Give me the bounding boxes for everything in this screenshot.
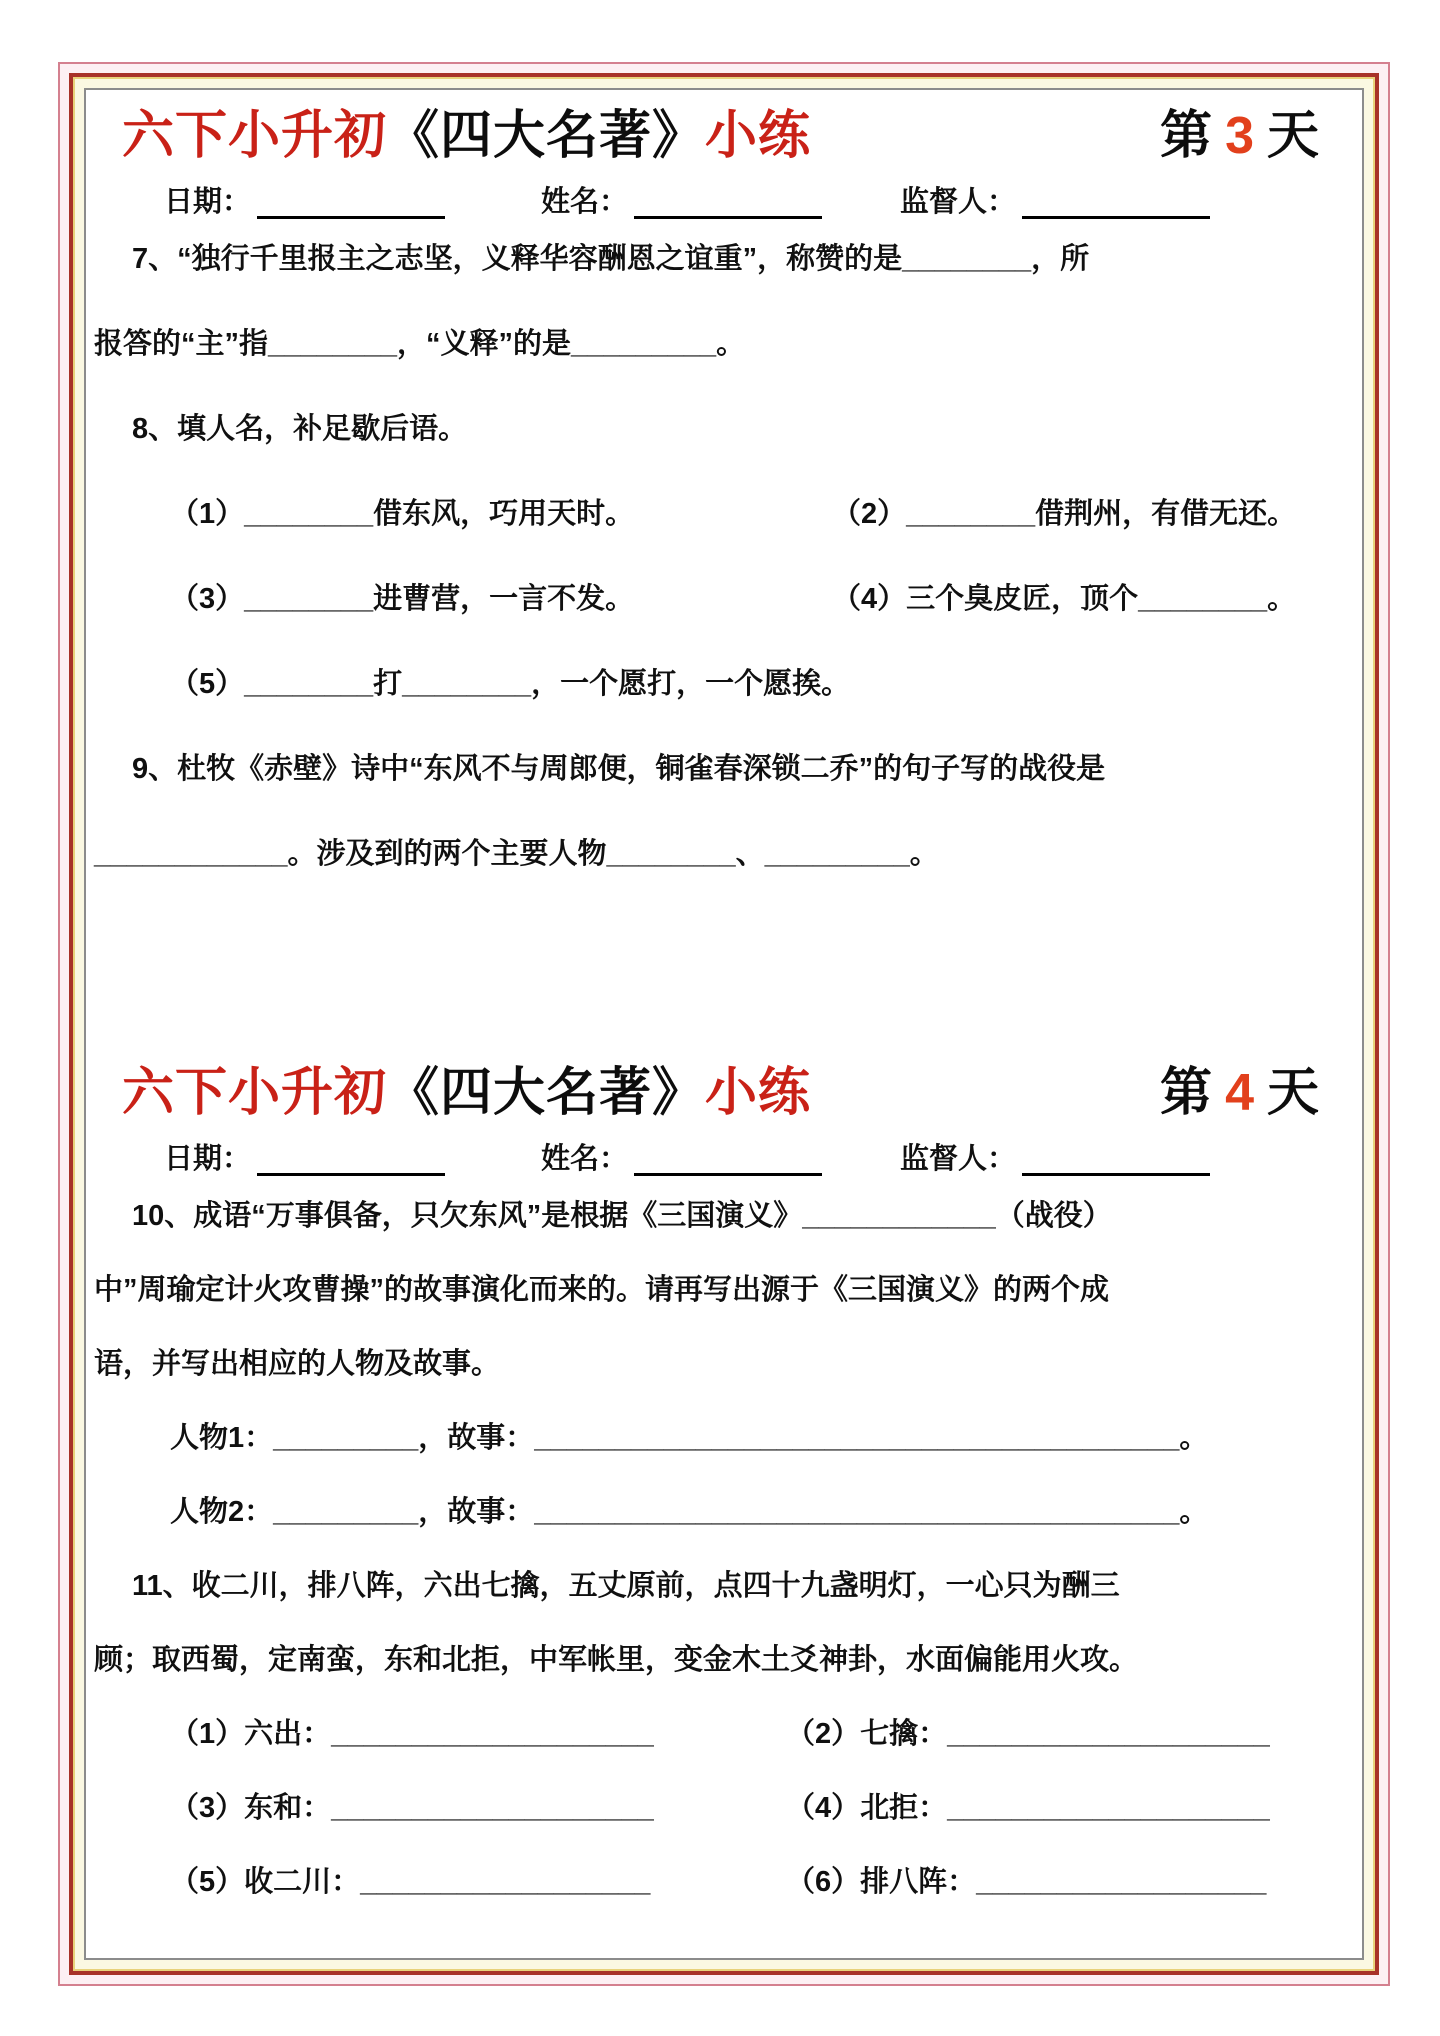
day-suffix: 天 [1266, 107, 1320, 165]
day-3-label [1160, 104, 1320, 168]
question-7-line-2: 报答的“主”指________，“义释”的是_________。 [94, 328, 746, 360]
question-8-item-2: （2）________借荆州，有借无还。 [832, 498, 1297, 530]
supervisor-blank-line-2 [1022, 1141, 1210, 1176]
question-8-item-1: （1）________借东风，巧用天时。 [170, 498, 635, 530]
middle-frame [69, 73, 1379, 1975]
question-9-line-1: 9、杜牧《赤壁》诗中“东风不与周郎便，铜雀春深锁二乔”的句子写的战役是 [132, 753, 1106, 785]
question-8-stem: 8、填人名，补足歇后语。 [132, 413, 468, 445]
section-day-4 [86, 1061, 1362, 1902]
question-11-item-3: （3）东和：____________________ [170, 1792, 654, 1824]
name-label: 姓名： [541, 186, 629, 218]
date-field-2 [164, 1141, 445, 1176]
question-9-line-2: ____________。涉及到的两个主要人物________、_________。 [94, 838, 939, 870]
supervisor-label-2: 监督人： [900, 1143, 1017, 1175]
section-4-info-row [86, 1141, 1362, 1176]
section-4-title-row [86, 1061, 1362, 1125]
question-10-person-2: 人物2：_________，故事：________________________________________。 [170, 1496, 1209, 1528]
date-blank-line-2 [257, 1141, 445, 1176]
question-11-item-2: （2）七擒：____________________ [786, 1718, 1270, 1750]
worksheet-content [86, 90, 1362, 1958]
question-10-line-1: 10、成语“万事俱备，只欠东风”是根据《三国演义》____________（战役） [132, 1200, 1112, 1232]
title-red-right: 小练 [705, 107, 812, 165]
question-11-item-5: （5）收二川：__________________ [170, 1866, 651, 1898]
name-field-2 [541, 1141, 822, 1176]
question-10-person-1: 人物1：_________，故事：________________________________________。 [170, 1422, 1209, 1454]
date-label: 日期： [164, 186, 252, 218]
date-field [164, 184, 445, 219]
day-4-label [1160, 1061, 1320, 1125]
question-8-item-4: （4）三个臭皮匠，顶个________。 [832, 583, 1297, 615]
question-11-items-3-4 [86, 1788, 1362, 1828]
question-11-items-5-6 [86, 1862, 1362, 1902]
name-label-2: 姓名： [541, 1143, 629, 1175]
question-8-item-3: （3）________进曹营，一言不发。 [170, 583, 635, 615]
question-11-item-6: （6）排八阵：__________________ [786, 1866, 1267, 1898]
day-prefix: 第 [1160, 107, 1214, 165]
title-red-left: 六下小升初 [122, 107, 388, 165]
title-book-name: 《四大名著》 [387, 107, 706, 165]
name-field [541, 184, 822, 219]
date-blank-line [257, 184, 445, 219]
day-prefix-2: 第 [1160, 1064, 1214, 1122]
question-11-items-1-2 [86, 1714, 1362, 1754]
title-red-right-2: 小练 [705, 1064, 812, 1122]
question-10-line-3: 语，并写出相应的人物及故事。 [94, 1348, 501, 1380]
day-suffix-2: 天 [1266, 1064, 1320, 1122]
day-number: 3 [1225, 107, 1255, 165]
question-8-items-3-4 [86, 579, 1362, 619]
supervisor-label: 监督人： [900, 186, 1017, 218]
day-number-2: 4 [1225, 1064, 1255, 1122]
question-11-item-4: （4）北拒：____________________ [786, 1792, 1270, 1824]
section-4-body [86, 1196, 1362, 1902]
date-label-2: 日期： [164, 1143, 252, 1175]
supervisor-field [900, 184, 1210, 219]
section-3-body [86, 239, 1362, 874]
inner-frame [84, 88, 1364, 1960]
question-8-items-1-2 [86, 494, 1362, 534]
question-11-item-1: （1）六出：____________________ [170, 1718, 654, 1750]
section-gap [86, 919, 1362, 1047]
name-blank-line [634, 184, 822, 219]
title-red-left-2: 六下小升初 [122, 1064, 388, 1122]
section-day-3 [86, 104, 1362, 874]
question-8-item-5: （5）________打________，一个愿打，一个愿挨。 [170, 668, 851, 700]
section-3-title-row [86, 104, 1362, 168]
question-7-line-1: 7、“独行千里报主之志坚，义释华容酬恩之谊重”，称赞的是________，所 [132, 243, 1090, 275]
section-3-info-row [86, 184, 1362, 219]
worksheet-title [122, 104, 811, 168]
worksheet-title-2 [122, 1061, 811, 1125]
question-10-line-2: 中”周瑜定计火攻曹操”的故事演化而来的。请再写出源于《三国演义》的两个成 [94, 1274, 1110, 1306]
outer-frame [58, 62, 1390, 1986]
supervisor-blank-line [1022, 184, 1210, 219]
title-book-name-2: 《四大名著》 [387, 1064, 706, 1122]
supervisor-field-2 [900, 1141, 1210, 1176]
name-blank-line-2 [634, 1141, 822, 1176]
question-11-line-2: 顾；取西蜀，定南蛮，东和北拒，中军帐里，变金木土爻神卦，水面偏能用火攻。 [94, 1644, 1139, 1676]
question-11-line-1: 11、收二川，排八阵，六出七擒，五丈原前，点四十九盏明灯，一心只为酬三 [132, 1570, 1120, 1602]
